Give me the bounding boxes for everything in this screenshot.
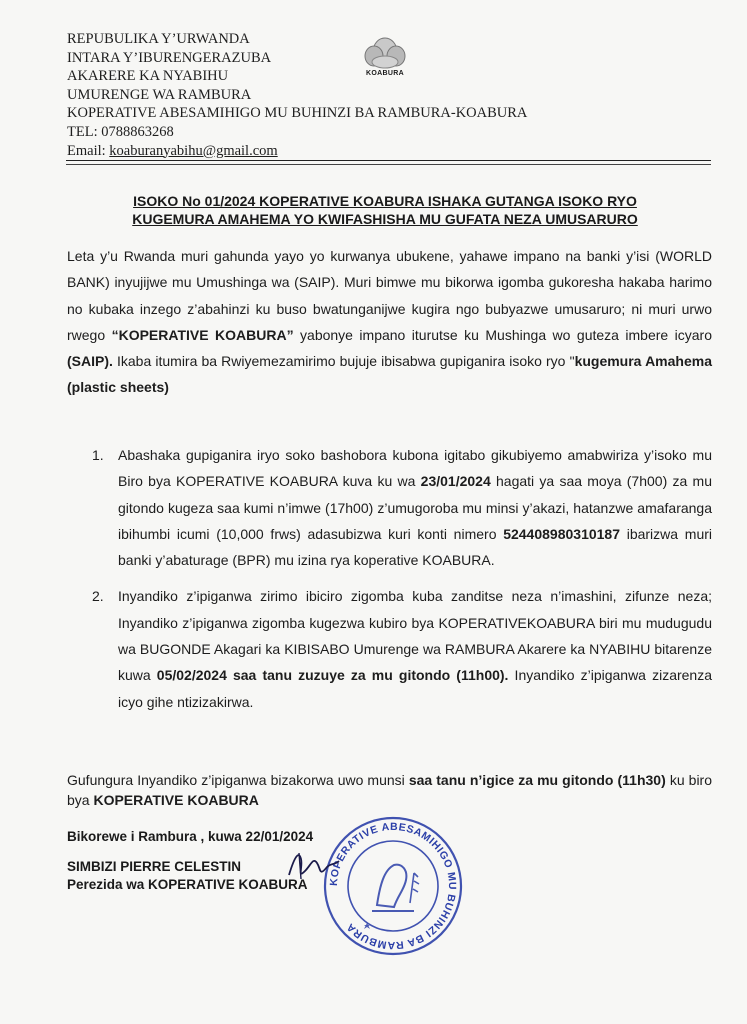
- intro-text-2: yabonye impano iturutse ku Mushinga wo guteza imbere icyaro: [293, 326, 712, 343]
- closing-text-2: ku biro bya: [67, 772, 713, 808]
- intro-bold-cooperative: “KOPERATIVE KOABURA”: [111, 326, 294, 343]
- letterhead-line-province: INTARA Y’IBURENGERAZUBA: [67, 49, 272, 66]
- official-stamp-icon: [322, 815, 464, 957]
- list-item-number: 2.: [92, 588, 104, 605]
- signatory-block: [67, 858, 308, 894]
- letterhead-line-sector: UMURENGE WA RAMBURA: [67, 86, 252, 103]
- letterhead-line-cooperative: KOPERATIVE ABESAMIHIGO MU BUHINZI BA RAMBURA-KOABURA: [67, 105, 528, 122]
- place-and-date: Bikorewe i Rambura , kuwa 22/01/2024: [67, 829, 314, 844]
- letterhead: [67, 30, 527, 160]
- closing-paragraph: [67, 770, 712, 810]
- intro-text-1: Leta y’u Rwanda muri gahunda yayo yo kurwanya ubukene, yahawe impano na banki y’isi (WORLD BANK) inyujijwe mu Umushinga wa (SAIP). Muri bimwe mu bikorwa igomba gukoresha hakaba harimo no kubaka inzego z’abahinzi ku buso bwatunganijwe kugira ngo bubyazwe umusaruro; ni muri urwo rwego: [67, 248, 712, 343]
- notice-title: [60, 192, 710, 228]
- stamp-text: KOPERATIVE ABESAMIHIGO MU BUHINZI BA RAMBURA: [327, 820, 459, 952]
- signatory-role: Perezida wa KOPERATIVE KOABURA: [67, 877, 308, 892]
- item-2-text-1: Inyandiko z’ipiganwa zirimo ibiciro zigomba kuba zanditse neza n’imashini, zifunze neza; Inyandiko z’ipiganwa zigomba kugezwa kubiro bya KOPERATIVEKOABURA biri mu mudugudu wa BUGONDE Akagari ka KIBISABO Umurenge wa RAMBURA Akarere ka NYABIHU bitarenze kuwa: [118, 588, 712, 684]
- item-2-text-2: Inyandiko z’ipiganwa zizarenza icyo gihe ntizizakirwa.: [118, 667, 712, 710]
- closing-bold-cooperative: KOPERATIVE KOABURA: [93, 792, 259, 808]
- list-item: [92, 583, 712, 714]
- header-divider-thin: [66, 164, 711, 165]
- email-label: Email:: [67, 142, 110, 159]
- letterhead-line-district: AKARERE KA NYABIHU: [67, 68, 229, 85]
- item-1-text-2: hagati ya saa moya (7h00) za mu gitondo kugeza saa kumi n’imwe (17h00) z’umugoroba mu minsi y’akazi, hatanzwe amafaranga ibihumbi icumi (10,000 frws) adasubizwa kuri konti nimero: [118, 473, 712, 542]
- notice-title-line-2: KUGEMURA AMAHEMA YO KWIFASHISHA MU GUFATA NEZA UMUSARURO: [132, 211, 638, 227]
- item-2-bold-deadline: 05/02/2024 saa tanu zuzuye za mu gitondo (11h00).: [156, 667, 509, 684]
- letterhead-line-phone: TEL: 0788863268: [67, 123, 174, 140]
- letterhead-line-country: REPUBULIKA Y’URWANDA: [67, 31, 250, 47]
- logo-label: KOABURA: [366, 70, 404, 77]
- list-item: [92, 442, 713, 573]
- cooperative-logo-icon: [350, 30, 420, 86]
- intro-bold-subject: kugemura Amahema (plastic sheets): [67, 353, 712, 396]
- notice-title-line-1: ISOKO No 01/2024 KOPERATIVE KOABURA ISHAKA GUTANGA ISOKO RYO: [133, 193, 637, 209]
- closing-text-1: Gufungura Inyandiko z’ipiganwa bizakorwa uwo munsi: [67, 772, 409, 788]
- item-1-bold-date: 23/01/2024: [420, 473, 491, 490]
- item-1-text-1: Abashaka gupiganira iryo soko bashobora kubona igitabo gikubiyemo amabwiriza y’isoko mu Biro bya KOPERATIVE KOABURA kuva ku wa: [118, 447, 712, 490]
- intro-paragraph: [67, 243, 712, 401]
- item-1-bold-account: 524408980310187: [503, 525, 620, 542]
- intro-text-3: Ikaba itumira ba Rwiyemezamirimo bujuje ibisabwa gupiganira isoko ryo ": [112, 353, 575, 370]
- closing-bold-time: saa tanu n’igice za mu gitondo (11h30): [408, 772, 666, 788]
- list-item-number: 1.: [92, 447, 104, 463]
- conditions-list: [92, 442, 713, 715]
- signatory-name: SIMBIZI PIERRE CELESTIN: [67, 859, 242, 874]
- item-1-text-3: ibarizwa muri banki y’abaturage (BPR) mu izina rya koperative KOABURA.: [118, 525, 713, 569]
- intro-bold-saip: (SAIP).: [67, 353, 113, 370]
- email-link[interactable]: koaburanyabihu@gmail.com: [109, 142, 278, 159]
- handwritten-signature-icon: [283, 845, 343, 885]
- letterhead-line-email: [67, 142, 527, 161]
- header-divider: [66, 160, 711, 161]
